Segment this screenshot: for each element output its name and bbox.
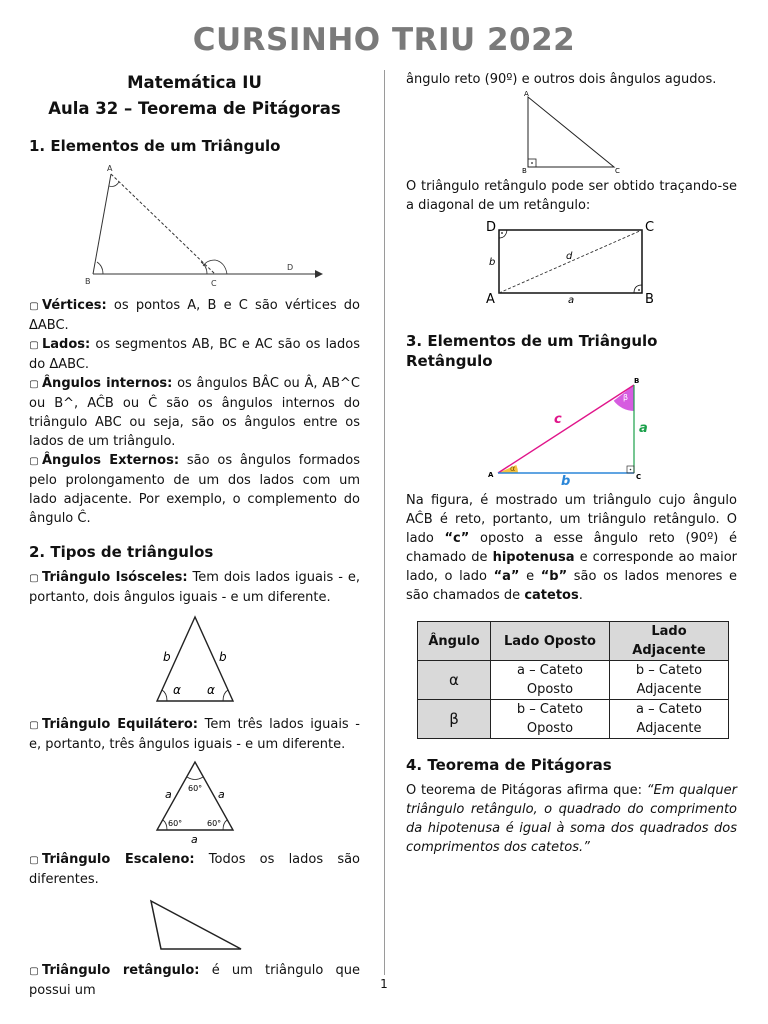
scalene-item: ▢ Triângulo Escaleno: Todos os lados são diferentes. — [29, 852, 361, 887]
table-cell: a – Cateto Adjacente — [610, 700, 729, 739]
fig3-angle-beta: β — [622, 393, 628, 402]
table-header-cell: Ângulo — [418, 622, 491, 661]
rect-side-a: a — [567, 295, 574, 305]
bullet-icon: ▢ — [29, 855, 39, 866]
equilateral-item: ▢ Triângulo Equilátero: Tem três lados iguais - e, portanto, três ângulos iguais - e um diferente. — [29, 717, 360, 752]
internal-angles-item: ▢ Ângulos internos: os ângulos BÂC ou Â, AB^C ou B^, AĈB ou Ĉ são os ângulos internos do triângulo ABC ou seja, são os ângulos entre os lados de um triângulo. — [29, 376, 360, 449]
fig1-label-a: A — [106, 164, 112, 173]
sides-item: ▢ Lados: os segmentos AB, BC e AC são os lados do ΔABC. — [29, 337, 360, 372]
fig3-side-b: b — [560, 474, 570, 485]
equi-angle-left: 60° — [167, 819, 182, 828]
equi-side-right: a — [217, 788, 225, 801]
bullet-icon: ▢ — [29, 340, 39, 351]
equi-angle-right: 60° — [206, 819, 221, 828]
table-angle-cell: β — [418, 700, 491, 739]
bullet-icon: ▢ — [29, 379, 39, 390]
bullet-icon: ▢ — [29, 301, 39, 312]
section3-heading: 3. Elementos de um Triângulo Retângulo — [406, 332, 658, 370]
section4-heading: 4. Teorema de Pitágoras — [406, 756, 612, 774]
lesson-title: Aula 32 – Teorema de Pitágoras — [48, 99, 341, 118]
triangle-elements-figure — [65, 162, 325, 292]
right-triangle-continuation: ângulo reto (90º) e outros dois ângulos agudos. — [406, 72, 717, 87]
scalene-triangle-figure — [145, 893, 245, 957]
table-cell: a – Cateto Oposto — [491, 661, 610, 700]
fig1-label-c: C — [210, 279, 217, 288]
table-angle-cell: α — [418, 661, 491, 700]
equi-side-left: a — [164, 788, 172, 801]
section4-text: O teorema de Pitágoras afirma que: “Em qualquer triângulo retângulo, o quadrado do comprimento da hipotenusa é igual à soma dos quadrados dos comprimentos dos catetos.” — [406, 783, 737, 855]
bullet-icon: ▢ — [29, 456, 39, 467]
external-angles-item: ▢ Ângulos Externos: são os ângulos formados pelo prolongamento de um dos lados com um lado adjacente. Por exemplo, o complemento do ângulo Ĉ. — [29, 453, 360, 526]
equilateral-triangle-figure — [153, 758, 237, 846]
equi-angle-top: 60° — [187, 784, 202, 793]
equi-side-bottom: a — [190, 833, 198, 846]
iso-side-right: b — [218, 650, 227, 664]
rt-label-c: C — [614, 167, 620, 173]
rectangle-diagonal-figure — [482, 219, 662, 305]
table-header-row — [418, 622, 729, 661]
table-cell: b – Cateto Oposto — [491, 700, 610, 739]
right-triangle-figure — [512, 91, 632, 173]
angles-table — [417, 621, 729, 739]
table-header-cell: Lado Oposto — [491, 622, 610, 661]
fig3-side-a: a — [638, 421, 648, 436]
rect-label-b: B — [644, 292, 654, 305]
section1-heading: 1. Elementos de um Triângulo — [29, 137, 281, 155]
rt-label-a: A — [523, 91, 529, 98]
bullet-icon: ▢ — [29, 966, 39, 977]
diagonal-text: O triângulo retângulo pode ser obtido traçando-se a diagonal de um retângulo: — [406, 179, 737, 213]
section3-text: Na figura, é mostrado um triângulo cujo ângulo AĈB é reto, portanto, um triângulo retângulo. O lado “c” oposto a esse ângulo reto (90º) é chamado de hipotenusa e corresponde ao maior lado, o lado “a” e “b” são os lados menores e são chamados de catetos. — [406, 493, 738, 603]
table-header-cell: Lado Adjacente — [610, 622, 729, 661]
subject-title: Matemática IU — [127, 73, 262, 92]
rect-label-a: A — [485, 292, 495, 305]
right-triangle-item: ▢ Triângulo retângulo: é um triângulo que possui um — [29, 963, 360, 998]
table-row — [418, 700, 729, 739]
page-title: CURSINHO TRIU 2022 — [192, 22, 576, 58]
iso-angle-left: α — [172, 683, 181, 697]
fig1-label-d: D — [286, 263, 293, 272]
section2-heading: 2. Tipos de triângulos — [29, 543, 214, 561]
fig3-label-b: B — [633, 377, 639, 385]
fig3-label-c: C — [635, 473, 641, 481]
fig3-side-c: c — [553, 412, 562, 427]
isosceles-triangle-figure — [153, 611, 237, 711]
rect-label-c: C — [644, 220, 654, 235]
table-row — [418, 661, 729, 700]
right-column — [406, 70, 737, 857]
bullet-icon: ▢ — [29, 573, 39, 584]
bullet-icon: ▢ — [29, 720, 39, 731]
left-column — [29, 70, 360, 1000]
page-number: 1 — [380, 977, 388, 991]
fig3-angle-alpha: α — [509, 464, 515, 473]
fig1-label-b: B — [84, 277, 90, 286]
column-divider — [384, 70, 385, 975]
right-triangle-elements-figure — [482, 377, 662, 485]
rt-label-b: B — [521, 167, 527, 173]
table-cell: b – Cateto Adjacente — [610, 661, 729, 700]
rect-label-d: D — [485, 220, 496, 235]
isosceles-item: ▢ Triângulo Isósceles: Tem dois lados iguais - e, portanto, dois ângulos iguais - e um diferente. — [29, 570, 360, 605]
vertices-item: ▢ Vértices: os pontos A, B e C são vértices do ΔABC. — [29, 298, 360, 333]
rect-diagonal-d: d — [565, 251, 572, 262]
rect-side-b: b — [488, 257, 495, 268]
fig3-label-a: A — [487, 471, 493, 479]
iso-angle-right: α — [206, 683, 215, 697]
iso-side-left: b — [162, 650, 171, 664]
